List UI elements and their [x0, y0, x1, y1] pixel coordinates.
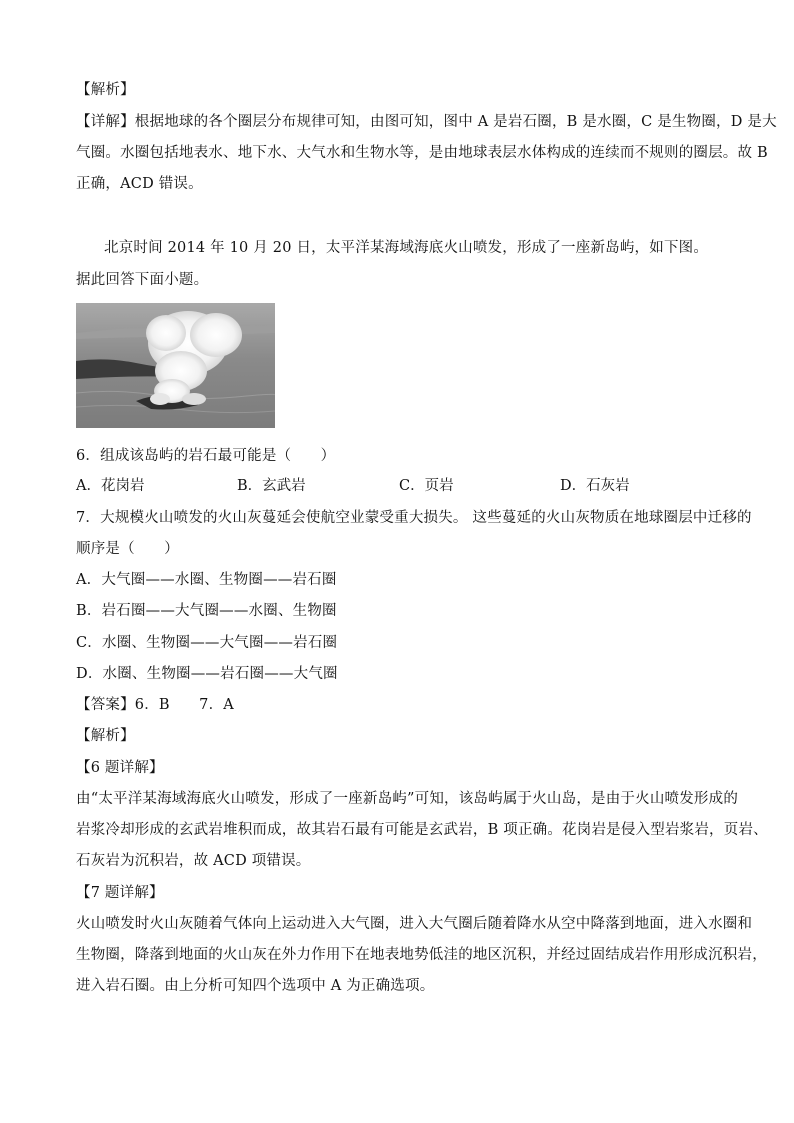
q7-stem-line-2: 顺序是（ ）	[76, 541, 179, 557]
analysis-label-q5: 【解析】	[76, 82, 135, 98]
q7-detail-line-3: 进入岩石圈。由上分析可知四个选项中 A 为正确选项。	[76, 978, 435, 994]
q6-option-d: D．石灰岩	[560, 478, 630, 494]
q5-detail-line-2: 气圈。水圈包括地表水、地下水、大气水和生物水等，是由地球表层水体构成的连续而不规则的圈层。故 B	[76, 145, 768, 161]
q5-detail-line-3: 正确，ACD 错误。	[76, 176, 203, 192]
q6-option-c: C．页岩	[399, 478, 454, 494]
q6-option-a: A．花岗岩	[76, 478, 145, 494]
answer-line: 【答案】6．B 7．A	[76, 697, 234, 713]
q6-detail-line-1: 由“太平洋某海域海底火山喷发，形成了一座新岛屿”可知，该岛屿属于火山岛，是由于火山喷发形成的	[76, 791, 739, 807]
q7-option-c: C．水圈、生物圈——大气圈——岩石圈	[76, 635, 338, 651]
volcano-island-photo	[76, 303, 275, 428]
passage-line-2: 据此回答下面小题。	[76, 272, 209, 288]
q7-option-d: D．水圈、生物圈——岩石圈——大气圈	[76, 666, 338, 682]
q7-option-a: A．大气圈——水圈、生物圈——岩石圈	[76, 572, 337, 588]
q5-detail-line-1: 【详解】根据地球的各个圈层分布规律可知，由图可知，图中 A 是岩石圈，B 是水圈，C 是生物圈，D 是大	[76, 114, 777, 130]
q7-detail-line-1: 火山喷发时火山灰随着气体向上运动进入大气圈，进入大气圈后随着降水从空中降落到地面，进入水圈和	[76, 916, 753, 932]
q7-detail-label: 【7 题详解】	[76, 885, 164, 901]
q6-option-b: B．玄武岩	[237, 478, 306, 494]
q6-stem: 6．组成该岛屿的岩石最可能是（ ）	[76, 448, 336, 464]
q6-detail-label: 【6 题详解】	[76, 760, 164, 776]
q7-option-b: B．岩石圈——大气圈——水圈、生物圈	[76, 603, 337, 619]
passage-line-1: 北京时间 2014 年 10 月 20 日，太平洋某海域海底火山喷发，形成了一座新岛屿，如下图。	[104, 240, 709, 256]
q7-detail-line-2: 生物圈，降落到地面的火山灰在外力作用下在地表地势低洼的地区沉积，并经过固结成岩作用形成沉积岩，	[76, 947, 767, 963]
q7-stem-line-1: 7．大规模火山喷发的火山灰蔓延会使航空业蒙受重大损失。 这些蔓延的火山灰物质在地球圈层中迁移的	[76, 510, 752, 526]
q6-options	[76, 476, 716, 498]
analysis-label: 【解析】	[76, 728, 135, 744]
q6-detail-line-3: 石灰岩为沉积岩，故 ACD 项错误。	[76, 853, 311, 869]
q6-detail-line-2: 岩浆冷却形成的玄武岩堆积而成，故其岩石最有可能是玄武岩，B 项正确。花岗岩是侵入型岩浆岩，页岩、	[76, 822, 768, 838]
